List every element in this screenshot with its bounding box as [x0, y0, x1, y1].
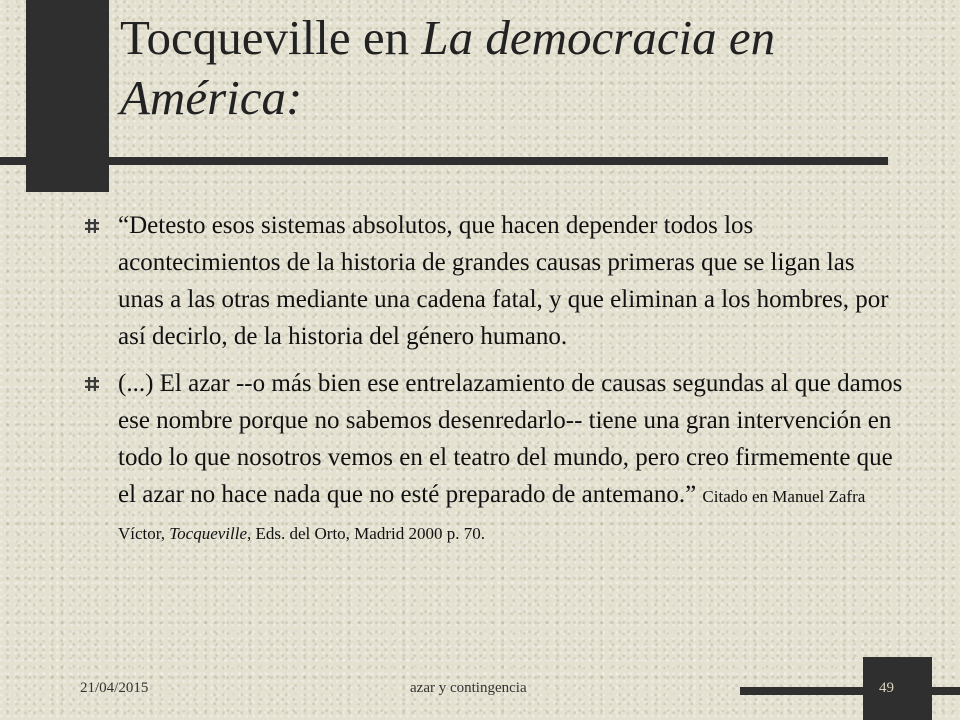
citation-italic: Tocqueville — [169, 524, 247, 543]
slide-body — [84, 207, 904, 550]
citation-prefix: Citado en Manuel Zafra Víctor, — [118, 487, 866, 543]
title-prefix: Tocqueville en — [120, 10, 422, 65]
bullet-item — [84, 365, 904, 550]
bullet-item — [84, 207, 904, 355]
footer-date: 21/04/2015 — [80, 680, 149, 696]
bullet-text: “Detesto esos sistemas absolutos, que hacen depender todos los acontecimientos de la historia de grandes causas primeras que se ligan las unas a las otras mediante una cadena fatal, y que eliminan a los hombres, por así decirlo, de la historia del género humano. — [118, 212, 889, 350]
bullet-text: (...) El azar --o más bien ese entrelazamiento de causas segundas al que damos ese nombre porque no sabemos desenredarlo-- tiene una gran intervención en todo lo que nosotros vemos en el teatro del mundo, pero creo firmemente que el azar no hace nada que no esté preparado de antemano.” — [118, 370, 903, 508]
page-number: 49 — [879, 680, 894, 696]
slide-title — [120, 8, 940, 128]
hash-bullet-icon — [85, 377, 99, 391]
title-underline-bar — [0, 157, 888, 165]
hash-bullet-icon — [85, 219, 99, 233]
page-number-box — [863, 657, 932, 720]
footer-topic: azar y contingencia — [410, 680, 527, 696]
citation-suffix: , Eds. del Orto, Madrid 2000 p. 70. — [247, 524, 485, 543]
title-italic: La democracia en América: — [120, 10, 776, 125]
